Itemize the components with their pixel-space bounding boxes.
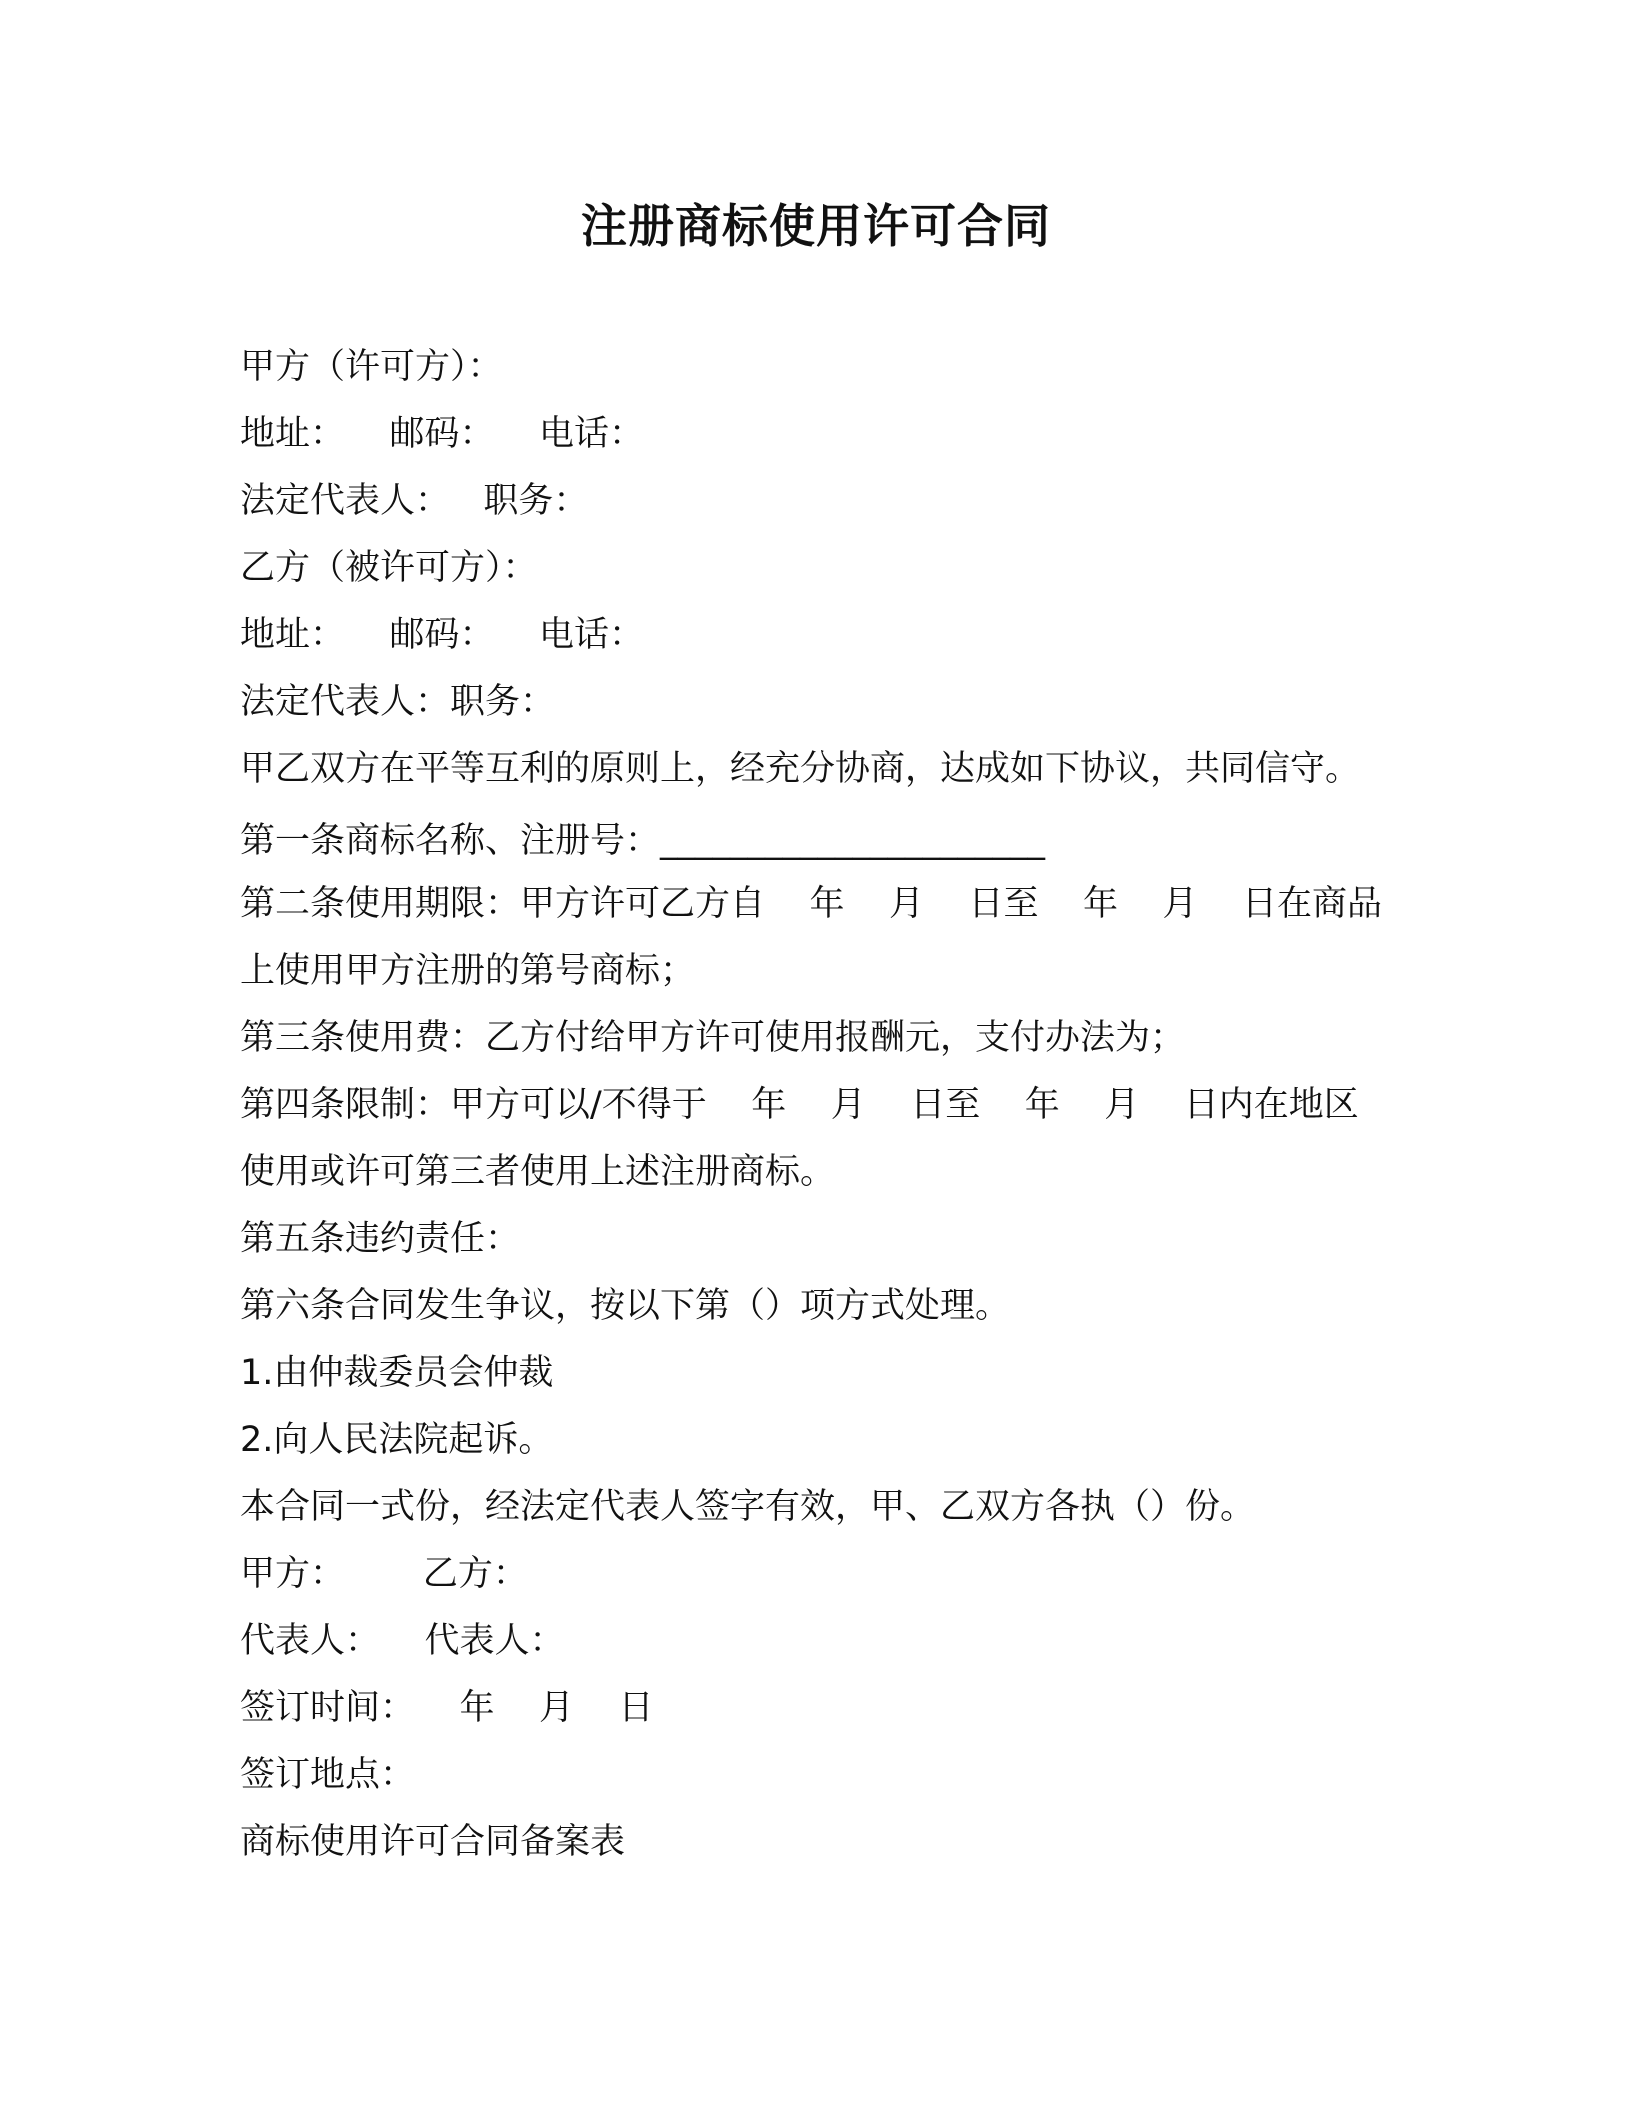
licensee-address-line: 地址： 邮码： 电话： <box>240 615 645 655</box>
document-title: 注册商标使用许可合同 <box>581 199 1051 253</box>
article-3-fee: 第三条使用费：乙方付给甲方许可使用报酬元，支付办法为； <box>240 1018 1186 1058</box>
licensor-address-line: 地址： 邮码： 电话： <box>240 414 645 454</box>
signing-date: 签订时间： 年 月 日 <box>240 1688 654 1728</box>
signing-place: 签订地点： <box>240 1755 416 1795</box>
filing-form-title: 商标使用许可合同备案表 <box>240 1822 626 1862</box>
article-6-dispute: 第六条合同发生争议，按以下第（）项方式处理。 <box>240 1286 1011 1326</box>
article-4-restriction-continued: 使用或许可第三者使用上述注册商标。 <box>240 1152 836 1192</box>
article-1-trademark: 第一条商标名称、注册号：______________________ <box>240 821 1046 861</box>
licensee-heading: 乙方（被许可方）： <box>240 548 538 588</box>
signature-parties: 甲方： 乙方： <box>240 1554 528 1594</box>
licensor-heading: 甲方（许可方）： <box>240 347 503 387</box>
dispute-option-1: 1.由仲裁委员会仲裁 <box>240 1353 554 1393</box>
article-5-liability: 第五条违约责任： <box>240 1219 521 1259</box>
dispute-option-2: 2.向人民法院起诉。 <box>240 1420 554 1460</box>
preamble-paragraph: 甲乙双方在平等互利的原则上，经充分协商，达成如下协议，共同信守。 <box>240 749 1361 789</box>
article-2-term-continued: 上使用甲方注册的第号商标； <box>240 951 696 991</box>
licensor-representative-line: 法定代表人： 职务： <box>240 481 589 521</box>
copies-clause: 本合同一式份，经法定代表人签字有效，甲、乙双方各执（）份。 <box>240 1487 1256 1527</box>
article-2-term: 第二条使用期限：甲方许可乙方自 年 月 日至 年 月 日在商品 <box>240 884 1383 924</box>
article-4-restriction: 第四条限制：甲方可以/不得于 年 月 日至 年 月 日内在地区 <box>240 1085 1359 1125</box>
signature-representatives: 代表人： 代表人： <box>240 1621 565 1661</box>
licensee-representative-line: 法定代表人：职务： <box>240 682 556 722</box>
